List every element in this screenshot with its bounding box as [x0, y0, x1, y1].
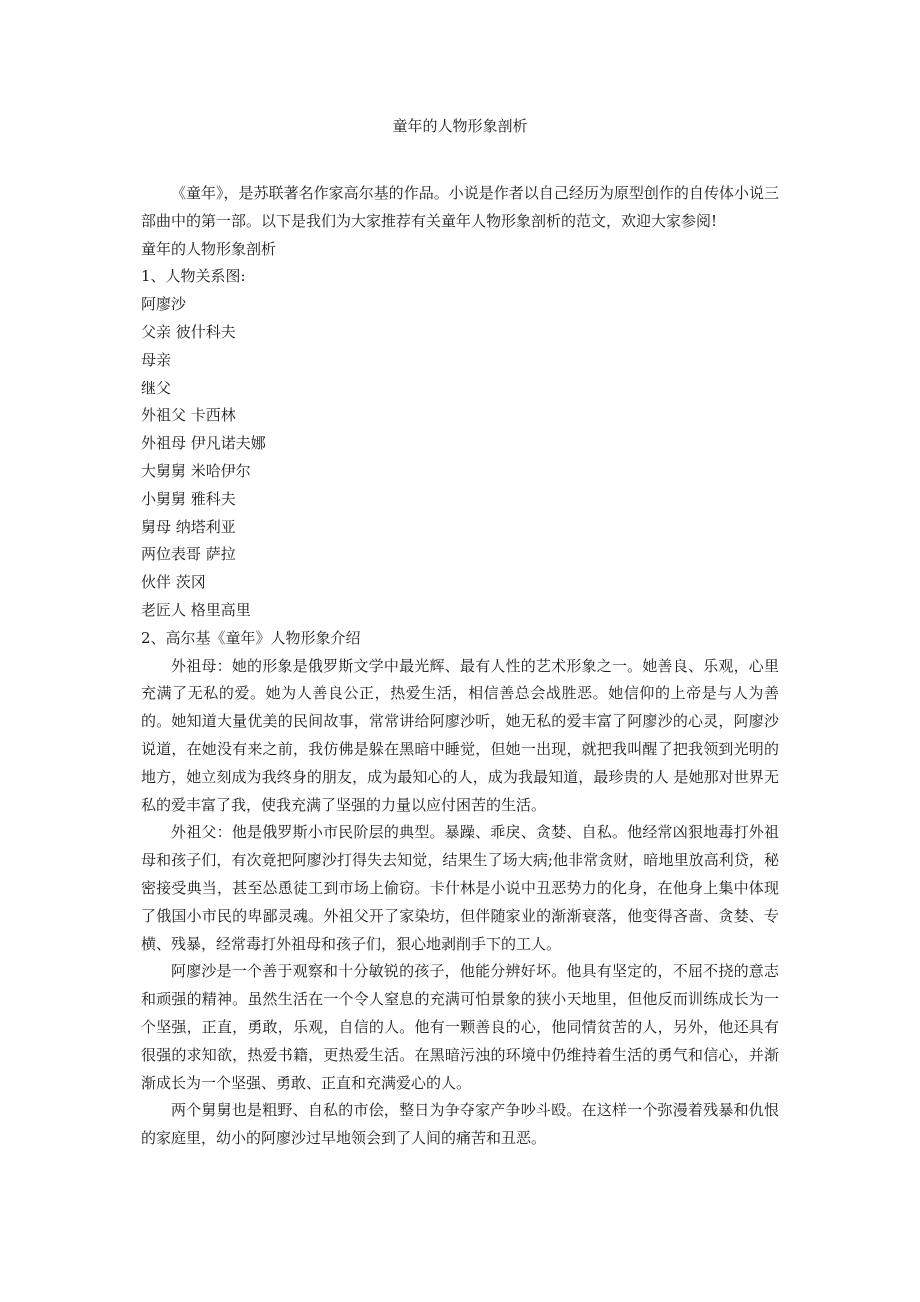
- relation-item: 伙伴 茨冈: [141, 573, 206, 592]
- relation-item: 外祖父 卡西林: [141, 406, 236, 425]
- relations-heading: 1、人物关系图:: [141, 267, 246, 286]
- grandmother-paragraph: 外祖母：她的形象是俄罗斯文学中最光辉、最有人性的艺术形象之一。她善良、乐观，心里充满了无私的爱。她为人善良公正，热爱生活，相信善总会战胜恶。她信仰的上帝是与人为善的。她知道大量优美的民间故事，常常讲给阿廖沙听，她无私的爱丰富了阿廖沙的心灵，阿廖沙说道，在她没有来之前，我仿佛是躲在黑暗中睡觉，但她一出现，就把我叫醒了把我领到光明的地方，她立刻成为我终身的朋友，成为最知心的人，成为我最知道，最珍贵的人 是她那对世界无私的爱丰富了我，使我充满了坚强的力量以应付困苦的生活。: [141, 656, 779, 814]
- relation-item: 舅母 纳塔利亚: [141, 517, 236, 536]
- relation-item: 小舅舅 雅科夫: [141, 489, 236, 508]
- grandfather-paragraph: 外祖父：他是俄罗斯小市民阶层的典型。暴躁、乖戾、贪婪、自私。他经常凶狠地毒打外祖母和孩子们，有次竟把阿廖沙打得失去知觉，结果生了场大病;他非常贪财，暗地里放高利贷，秘密接受典当，甚至怂恿徒工到市场上偷窃。卡什林是小说中丑恶势力的化身，在他身上集中体现了俄国小市民的卑鄙灵魂。外祖父开了家染坊，但伴随家业的渐渐衰落，他变得吝啬、贪婪、专横、残暴，经常毒打外祖母和孩子们，狠心地剥削手下的工人。: [141, 823, 779, 953]
- relation-item: 老匠人 格里高里: [141, 600, 251, 619]
- relation-item: 父亲 彼什科夫: [141, 322, 236, 341]
- relation-item: 大舅舅 米哈伊尔: [141, 461, 251, 480]
- relation-item: 继父: [141, 378, 172, 397]
- character-intro-heading: 2、高尔基《童年》人物形象介绍: [141, 628, 361, 647]
- alyosha-paragraph: 阿廖沙是一个善于观察和十分敏锐的孩子，他能分辨好坏。他具有坚定的，不屈不挠的意志和顽强的精神。虽然生活在一个令人窒息的充满可怕景象的狭小天地里，但他反而训练成长为一个坚强，正直，勇敢，乐观，自信的人。他有一颗善良的心，他同情贫苦的人，另外，他还具有很强的求知欲，热爱书籍，更热爱生活。在黑暗污浊的环境中仍维持着生活的勇气和信心，并渐渐成长为一个坚强、勇敢、正直和充满爱心的人。: [141, 962, 779, 1092]
- section-heading: 童年的人物形象剖析: [141, 239, 277, 258]
- relation-item: 阿廖沙: [141, 295, 187, 314]
- document-body: [141, 180, 779, 1153]
- relation-item: 外祖母 伊凡诺夫娜: [141, 434, 266, 453]
- uncles-paragraph: 两个舅舅也是粗野、自私的市侩，整日为争夺家产争吵斗殴。在这样一个弥漫着残暴和仇恨的家庭里，幼小的阿廖沙过早地领会到了人间的痛苦和丑恶。: [141, 1101, 779, 1148]
- relation-item: 两位表哥 萨拉: [141, 545, 236, 564]
- document-title: 童年的人物形象剖析: [392, 117, 528, 135]
- intro-paragraph: 《童年》，是苏联著名作家高尔基的作品。小说是作者以自己经历为原型创作的自传体小说三部曲中的第一部。以下是我们为大家推荐有关童年人物形象剖析的范文，欢迎大家参阅!: [141, 184, 779, 230]
- relation-item: 母亲: [141, 350, 172, 369]
